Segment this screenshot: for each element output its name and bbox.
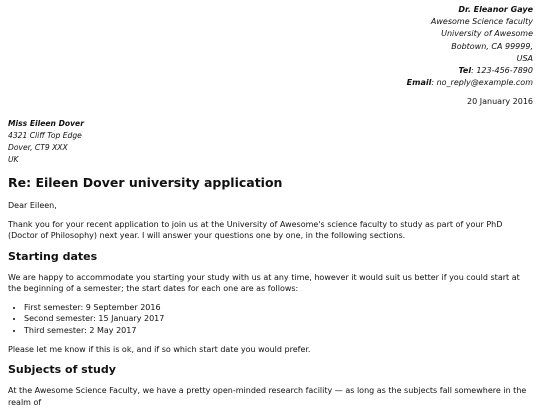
letter-subject: Re: Eileen Dover university application <box>8 175 283 190</box>
sender-name: Dr. Eleanor Gaye <box>458 5 533 14</box>
sender-institution: University of Awesome <box>441 29 533 39</box>
start-date-followup: Please let me know if this is ok, and if so which start date you would prefer. <box>8 344 311 354</box>
sender-country: USA <box>516 53 533 63</box>
sender-email <box>407 77 533 89</box>
starting-dates-paragraph: We are happy to accommodate you starting your study with us at any time, however it would suit us better if you could start at the beginning of a semester; the start dates for each one are as follows: <box>8 272 520 293</box>
email-label: Email <box>406 78 432 88</box>
recipient-street: 4321 Cliff Top Edge <box>8 131 82 141</box>
recipient-address-block <box>8 118 84 166</box>
list-item: • Third semester: 2 May 2017 <box>24 325 531 337</box>
sender-address-block <box>407 4 533 89</box>
letter-body <box>8 175 531 407</box>
recipient-country: UK <box>8 155 19 165</box>
semester-date-list <box>8 302 531 337</box>
sender-tel <box>407 65 533 77</box>
list-item: • First semester: 9 September 2016 <box>24 302 531 314</box>
subjects-paragraph: At the Awesome Science Faculty, we have a pretty open-minded research facility — as long as the subjects fall somewhere in the realm of <box>8 386 527 407</box>
letter-date: 20 January 2016 <box>467 97 533 106</box>
greeting: Dear Eileen, <box>8 201 57 210</box>
intro-paragraph: Thank you for your recent application to join us at the University of Awesome's science faculty to study as part of your PhD (Doctor of Philosophy) next year. I will answer your questions one by one, in the following sections. <box>8 219 503 240</box>
section-heading-starting-dates: Starting dates <box>8 249 98 263</box>
section-heading-subjects: Subjects of study <box>8 363 116 377</box>
recipient-name: Miss Eileen Dover <box>8 119 84 128</box>
email-value: : no_reply@example.com <box>431 78 533 88</box>
recipient-city: Dover, CT9 XXX <box>8 143 68 153</box>
list-item: • Second semester: 15 January 2017 <box>24 313 531 325</box>
tel-value: : 123-456-7890 <box>471 66 533 76</box>
tel-label: Tel <box>458 66 472 76</box>
sender-city: Bobtown, CA 99999, <box>451 41 533 51</box>
sender-title: Awesome Science faculty <box>430 17 533 27</box>
